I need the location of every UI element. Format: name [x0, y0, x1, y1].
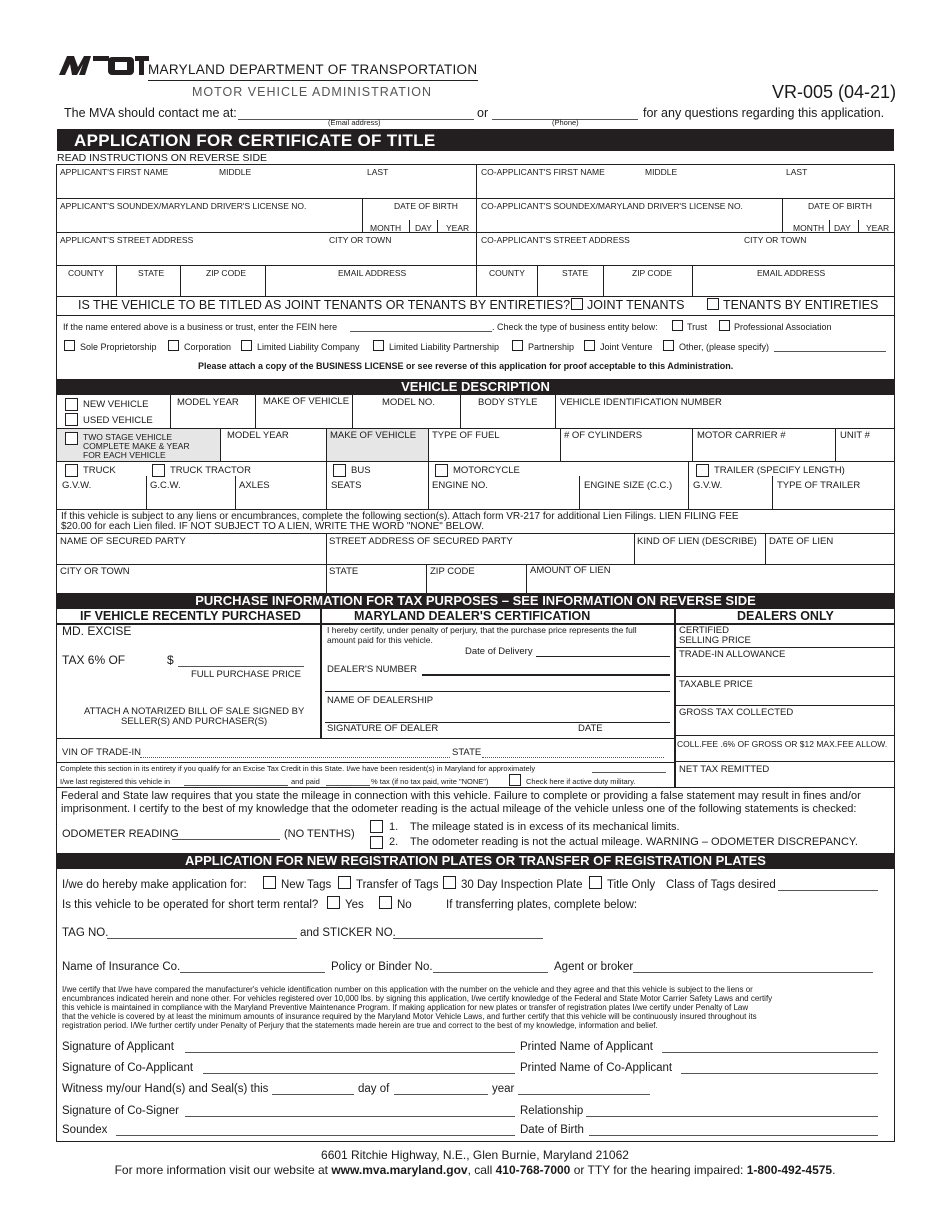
seats-label[interactable]: SEATS	[331, 480, 362, 491]
co-applicant-middle[interactable]: MIDDLE	[645, 167, 678, 177]
lien-state-label[interactable]: STATE	[329, 566, 359, 577]
professional-association-label: Professional Association	[734, 322, 832, 332]
net-tax-label[interactable]: NET TAX REMITTED	[679, 764, 770, 775]
applicant-license[interactable]: APPLICANT'S SOUNDEX/MARYLAND DRIVER'S LICENSE NO.	[60, 201, 307, 211]
engine-no-label[interactable]: ENGINE NO.	[432, 480, 488, 491]
other-label: Other, (please specify)	[679, 342, 770, 352]
two-stage-label-2: COMPLETE MAKE & YEAR	[83, 441, 190, 451]
col1-head: IF VEHICLE RECENTLY PURCHASED	[80, 609, 301, 623]
short-term-yes-checkbox[interactable]	[327, 896, 340, 909]
registered-state-line[interactable]	[184, 785, 288, 786]
rule	[634, 533, 635, 564]
rule	[56, 787, 895, 788]
sig-cosigner-line[interactable]	[185, 1116, 515, 1117]
lien-kind-label[interactable]: KIND OF LIEN (DESCRIBE)	[637, 536, 757, 547]
witness-label: Witness my/our Hand(s) and Seal(s) this	[62, 1083, 269, 1095]
rule	[560, 428, 561, 461]
excise-credit-2b: and paid	[291, 777, 320, 786]
soundex-label: Soundex	[62, 1124, 108, 1136]
rule	[674, 705, 895, 706]
odometer-reading-line[interactable]	[172, 839, 280, 840]
applicant-zip[interactable]: ZIP CODE	[206, 268, 246, 278]
rule	[56, 265, 895, 266]
dealer-certify-2: amount paid for this vehicle.	[327, 635, 433, 645]
rule	[765, 533, 766, 564]
tenants-entireties-checkbox[interactable]	[707, 298, 719, 310]
llc-label: Limited Liability Company	[257, 342, 360, 352]
co-applicant-dob-year[interactable]: YEAR	[866, 223, 890, 233]
dealership-name-label: NAME OF DEALERSHIP	[327, 695, 434, 706]
sig-coapplicant-line[interactable]	[203, 1073, 515, 1074]
applicant-divider	[476, 164, 477, 296]
purchase-price-line[interactable]	[178, 666, 304, 667]
fein-line[interactable]	[350, 331, 492, 332]
footer-info-prefix: For more information visit our website at	[114, 1163, 328, 1177]
footer-period: .	[832, 1163, 836, 1177]
sig-coapplicant-label: Signature of Co-Applicant	[62, 1062, 194, 1074]
co-applicant-zip[interactable]: ZIP CODE	[632, 268, 672, 278]
lien-city-label[interactable]: CITY OR TOWN	[60, 566, 130, 577]
form-number: VR-005 (04-21)	[772, 82, 897, 102]
rule	[56, 198, 895, 199]
policy-label: Policy or Binder No.	[331, 961, 433, 973]
rule	[526, 564, 527, 593]
certification-1: I/we certify that I/we have compared the manufacturer's vehicle identification number on this application with the number on the vehicle and they agree and that this vehicle is subject to the liens or	[62, 985, 753, 994]
two-stage-checkbox[interactable]	[65, 432, 78, 445]
new-vehicle-checkbox[interactable]	[65, 398, 78, 411]
rule	[326, 533, 327, 593]
soundex-line[interactable]	[116, 1135, 515, 1136]
title-only-label: Title Only	[607, 879, 656, 891]
joint-tenants-checkbox[interactable]	[571, 298, 583, 310]
coll-fee-label[interactable]: COLL.FEE .6% OF GROSS OR $12 MAX.FEE ALLOW.	[677, 739, 888, 749]
relationship-label: Relationship	[520, 1105, 584, 1117]
sig-applicant-label: Signature of Applicant	[62, 1041, 174, 1053]
date-delivery-label: Date of Delivery	[465, 646, 533, 657]
witness-year-line[interactable]	[518, 1094, 650, 1095]
trade-state-line[interactable]	[482, 757, 664, 758]
col2-head: MARYLAND DEALER'S CERTIFICATION	[354, 609, 591, 623]
title-only-checkbox[interactable]	[589, 876, 602, 889]
relationship-line[interactable]	[586, 1116, 878, 1117]
vin-trade-line[interactable]	[140, 757, 450, 758]
odometer-option-1-num: 1.	[389, 821, 399, 833]
rule	[146, 476, 147, 509]
rule	[674, 676, 895, 677]
rule	[555, 395, 556, 428]
agency-name: MARYLAND DEPARTMENT OF TRANSPORTATION	[148, 62, 478, 77]
dealer-number-line[interactable]	[422, 674, 670, 676]
rule	[772, 476, 773, 509]
rule	[537, 265, 538, 296]
truck-checkbox[interactable]	[65, 464, 78, 477]
carrier-label[interactable]: MOTOR CARRIER #	[697, 430, 786, 441]
new-tags-checkbox[interactable]	[263, 876, 276, 889]
footer-phone[interactable]: 410-768-7000	[495, 1163, 571, 1177]
unit-label[interactable]: UNIT #	[840, 430, 870, 441]
title-text: APPLICATION FOR CERTIFICATE OF TITLE	[74, 131, 436, 150]
insurance-line[interactable]	[180, 972, 325, 973]
trust-checkbox[interactable]	[672, 320, 683, 331]
dealership-top-line	[325, 691, 670, 692]
odometer-law-1: Federal and State law requires that you state the mileage in connection with this vehicle. Failure to complete or providing a false statement may result in fines and/or	[61, 790, 861, 802]
co-applicant-dob: DATE OF BIRTH	[808, 201, 872, 211]
two-stage-label-3: FOR EACH VEHICLE	[83, 450, 166, 460]
dealer-certify-1: I hereby certify, under penalty of perjury, that the purchase price represents the full	[327, 625, 637, 635]
sticker-no-label: and STICKER NO.	[300, 927, 396, 939]
certification-4: that the vehicle is covered by at least the minimum amounts of insurance required by the Maryland Motor Vehicle Laws, and further certify that this vehicle will be continuously insured throughout its	[62, 1012, 757, 1021]
motorcycle-label: MOTORCYCLE	[453, 465, 520, 476]
gcw-label[interactable]: G.C.W.	[150, 480, 181, 491]
sig-applicant-line[interactable]	[185, 1052, 515, 1053]
odometer-option-1: The mileage stated is in excess of its mechanical limits.	[410, 821, 680, 833]
attach-bill-1: ATTACH A NOTARIZED BILL OF SALE SIGNED BY	[84, 706, 305, 717]
corporation-checkbox[interactable]	[168, 340, 179, 351]
purchase-band: PURCHASE INFORMATION FOR TAX PURPOSES – SEE INFORMATION ON REVERSE SIDE	[56, 593, 895, 609]
footer-website-link[interactable]: www.mva.maryland.gov	[331, 1163, 468, 1177]
footer-info	[0, 1163, 950, 1177]
rule	[428, 461, 429, 509]
rule	[460, 395, 461, 428]
lien-date-label[interactable]: DATE OF LIEN	[769, 536, 834, 547]
tax-6-of: TAX 6% OF	[62, 653, 126, 667]
cylinders-label[interactable]: # OF CYLINDERS	[564, 430, 643, 441]
registration-band: APPLICATION FOR NEW REGISTRATION PLATES OR TRANSFER OF REGISTRATION PLATES	[56, 853, 895, 869]
short-term-no-label: No	[397, 899, 412, 911]
motorcycle-checkbox[interactable]	[435, 464, 448, 477]
witness-month-line[interactable]	[394, 1094, 488, 1095]
co-applicant-street[interactable]: CO-APPLICANT'S STREET ADDRESS	[481, 235, 630, 245]
other-checkbox[interactable]	[663, 340, 674, 351]
year-label: year	[492, 1083, 515, 1095]
trailer-label: TRAILER (SPECIFY LENGTH)	[714, 465, 845, 476]
rule	[255, 395, 256, 428]
co-applicant-state[interactable]: STATE	[562, 268, 589, 278]
certified-price-1[interactable]: CERTIFIED	[679, 625, 729, 636]
md-excise: MD. EXCISE	[62, 624, 132, 638]
rule	[437, 220, 438, 232]
dob-line[interactable]	[589, 1135, 878, 1136]
llp-label: Limited Liability Partnership	[389, 342, 500, 352]
certification-2: encumbrances indicated herein and none other. For vehicles registered over 10,000 lbs. by signing this application, I/we certify knowledge of the Federal and State Motor Carrier Safety Laws and certify	[62, 994, 773, 1003]
rule	[362, 198, 363, 232]
rule	[56, 533, 895, 534]
trailer-checkbox[interactable]	[696, 464, 709, 477]
rule	[235, 476, 236, 509]
sole-proprietorship-checkbox[interactable]	[64, 340, 75, 351]
engine-size-label[interactable]: ENGINE SIZE (C.C.)	[584, 480, 673, 491]
rule	[409, 220, 410, 232]
class-tags-label: Class of Tags desired	[666, 879, 776, 891]
full-price-label: FULL PURCHASE PRICE	[191, 669, 301, 680]
sig-cosigner-label: Signature of Co-Signer	[62, 1105, 179, 1117]
co-applicant-license[interactable]: CO-APPLICANT'S SOUNDEX/MARYLAND DRIVER'S LICENSE NO.	[481, 201, 743, 211]
certification-3: this vehicle is maintained in compliance with the Maryland Preventive Maintenance Program. If making application for new plates or transfer of registration plates I/we certify under Penalty of Law	[62, 1003, 749, 1012]
footer-call: , call	[467, 1163, 493, 1177]
rule	[579, 476, 580, 509]
co-applicant-dob-day[interactable]: DAY	[834, 223, 851, 233]
applicant-first-name[interactable]: APPLICANT'S FIRST NAME	[60, 167, 169, 177]
new-tags-label: New Tags	[281, 879, 332, 891]
excise-credit-1: Complete this section in its entirety if you qualify for an Excise Tax Credit in this State. I/we have been resident(s) in Maryland for approximately	[60, 764, 536, 773]
model-year-label[interactable]: MODEL YEAR	[177, 397, 239, 408]
sticker-no-line[interactable]	[393, 938, 543, 939]
rule	[326, 428, 327, 461]
odometer-option-2: The odometer reading is not the actual mileage. WARNING – ODOMETER DISCREPANCY.	[410, 836, 858, 848]
odometer-option-2-num: 2.	[389, 836, 399, 848]
witness-day-line[interactable]	[272, 1094, 354, 1095]
used-vehicle-label: USED VEHICLE	[83, 415, 153, 426]
lien-notice-1: If this vehicle is subject to any liens or encumbrances, complete the following section(s). Attach form VR-217 for additional Lien Filings. LIEN FILING FEE	[61, 511, 739, 522]
llp-checkbox[interactable]	[373, 340, 384, 351]
inspection-plate-label: 30 Day Inspection Plate	[461, 879, 583, 891]
rule	[170, 395, 171, 428]
rule	[858, 220, 859, 232]
rule	[116, 265, 117, 296]
rule	[674, 647, 895, 648]
truck-label: TRUCK	[83, 465, 116, 476]
instructions: READ INSTRUCTIONS ON REVERSE SIDE	[57, 152, 268, 164]
rule	[426, 564, 427, 593]
llc-checkbox[interactable]	[241, 340, 252, 351]
rule	[835, 428, 836, 461]
sub-agency: MOTOR VEHICLE ADMINISTRATION	[192, 85, 433, 99]
apply-for-label: I/we do hereby make application for:	[62, 879, 247, 891]
trade-in-label[interactable]: TRADE-IN ALLOWANCE	[679, 649, 786, 660]
applicant-dob: DATE OF BIRTH	[394, 201, 458, 211]
lien-zip-label[interactable]: ZIP CODE	[430, 566, 475, 577]
contact-or: or	[477, 106, 489, 120]
dollar-sign: $	[167, 653, 174, 667]
body-style-label[interactable]: BODY STYLE	[478, 397, 538, 408]
business-check-type: . Check the type of business entity below:	[492, 322, 658, 332]
business-license-notice: Please attach a copy of the BUSINESS LICENSE or see reverse of this application for proof acceptable to this Administration.	[198, 361, 734, 371]
date-delivery-line[interactable]	[536, 656, 670, 657]
taxable-label[interactable]: TAXABLE PRICE	[679, 679, 753, 690]
gvw-2-label[interactable]: G.V.W.	[693, 480, 723, 491]
applicant-email[interactable]: EMAIL ADDRESS	[338, 268, 407, 278]
trailer-type-label[interactable]: TYPE OF TRAILER	[777, 480, 861, 491]
rule	[56, 564, 895, 565]
applicant-dob-day[interactable]: DAY	[415, 223, 432, 233]
fuel-label[interactable]: TYPE OF FUEL	[432, 430, 500, 441]
residency-line[interactable]	[592, 772, 666, 773]
rule	[320, 609, 322, 738]
model-no-label[interactable]: MODEL NO.	[382, 397, 435, 408]
other-specify-line[interactable]	[774, 351, 886, 352]
lien-notice-2: $20.00 for each Lien filed. IF NOT SUBJECT TO A LIEN, WRITE THE WORD "NONE" BELOW.	[61, 521, 484, 532]
fein-prefix: If the name entered above is a business or trust, enter the FEIN here	[63, 322, 338, 332]
new-vehicle-label: NEW VEHICLE	[83, 399, 149, 410]
co-applicant-email[interactable]: EMAIL ADDRESS	[757, 268, 826, 278]
two-stage-label-1: TWO STAGE VEHICLE	[83, 432, 173, 442]
rule	[782, 198, 783, 232]
attach-bill-2: SELLER(S) AND PURCHASER(S)	[121, 716, 268, 727]
excise-credit-2c: % tax (if no tax paid, write "NONE")	[371, 777, 489, 786]
model-year-2-label[interactable]: MODEL YEAR	[227, 430, 289, 441]
vehicle-band: VEHICLE DESCRIPTION	[56, 379, 895, 395]
bus-checkbox[interactable]	[333, 464, 346, 477]
applicant-dob-month[interactable]: MONTH	[370, 223, 402, 233]
rule	[180, 265, 181, 296]
rule	[56, 315, 895, 316]
header-rule	[148, 80, 478, 81]
rule	[56, 762, 674, 763]
vin-trade-label: VIN OF TRADE-IN	[62, 747, 141, 758]
active-duty-checkbox[interactable]	[509, 774, 521, 786]
gross-tax-label[interactable]: GROSS TAX COLLECTED	[679, 707, 794, 718]
used-vehicle-checkbox[interactable]	[65, 413, 78, 426]
email-caption: (Email address)	[328, 118, 381, 127]
joint-venture-checkbox[interactable]	[584, 340, 595, 351]
applicant-city[interactable]: CITY OR TOWN	[329, 235, 392, 245]
rule	[674, 761, 895, 762]
rule	[326, 461, 327, 509]
rule	[692, 428, 693, 461]
make-2-label[interactable]: MAKE OF VEHICLE	[330, 430, 417, 441]
co-applicant-county[interactable]: COUNTY	[489, 268, 525, 278]
odometer-option-2-checkbox[interactable]	[370, 836, 383, 849]
tag-no-line[interactable]	[107, 938, 297, 939]
footer-address: 6601 Ritchie Highway, N.E., Glen Burnie, Maryland 21062	[321, 1148, 629, 1162]
trade-state-label: STATE	[452, 747, 482, 758]
certified-price-2[interactable]: SELLING PRICE	[679, 635, 751, 646]
dob-label: Date of Birth	[520, 1124, 584, 1136]
inspection-plate-checkbox[interactable]	[443, 876, 456, 889]
co-applicant-first-name[interactable]: CO-APPLICANT'S FIRST NAME	[481, 167, 605, 177]
partnership-label: Partnership	[528, 342, 575, 352]
tag-no-label: TAG NO.	[62, 927, 109, 939]
odometer-option-1-checkbox[interactable]	[370, 820, 383, 833]
transferring-label: If transferring plates, complete below:	[446, 899, 638, 911]
rule	[56, 296, 895, 297]
partnership-checkbox[interactable]	[512, 340, 523, 351]
joint-question: IS THE VEHICLE TO BE TITLED AS JOINT TENANTS OR TENANTS BY ENTIRETIES?	[78, 298, 571, 312]
rule	[428, 428, 429, 461]
vin-label[interactable]: VEHICLE IDENTIFICATION NUMBER	[560, 397, 722, 408]
rule	[692, 265, 693, 296]
rule	[603, 265, 604, 296]
signature-dealer-label: SIGNATURE OF DEALER	[327, 723, 439, 734]
corporation-label: Corporation	[184, 342, 232, 352]
printed-applicant-label: Printed Name of Applicant	[520, 1041, 653, 1053]
make-label[interactable]: MAKE OF VEHICLE	[263, 396, 350, 407]
truck-tractor-label: TRUCK TRACTOR	[170, 465, 251, 476]
sole-proprietorship-label: Sole Proprietorship	[80, 342, 157, 352]
tenants-entireties-label: TENANTS BY ENTIRETIES	[723, 298, 879, 312]
co-applicant-city[interactable]: CITY OR TOWN	[744, 235, 807, 245]
short-term-yes-label: Yes	[345, 899, 364, 911]
applicant-state[interactable]: STATE	[138, 268, 165, 278]
class-tags-line[interactable]	[778, 890, 878, 891]
odometer-reading-label: ODOMETER READING	[62, 828, 179, 840]
agent-line[interactable]	[633, 972, 873, 973]
lien-street-label[interactable]: STREET ADDRESS OF SECURED PARTY	[329, 536, 513, 547]
agent-label: Agent or broker	[554, 961, 634, 973]
contact-prefix: The MVA should contact me at:	[64, 106, 237, 120]
rule	[56, 461, 895, 462]
trust-label: Trust	[687, 322, 708, 332]
certification-5: registration period. I/We further certify under Penalty of Perjury that the statements made herein are true and correct to the best of my knowledge, information and belief.	[62, 1021, 658, 1030]
axles-label[interactable]: AXLES	[239, 480, 270, 491]
joint-venture-label: Joint Venture	[600, 342, 653, 352]
rule	[56, 738, 674, 739]
odometer-no-tenths: (NO TENTHS)	[284, 828, 355, 840]
bus-label: BUS	[351, 465, 371, 476]
phone-caption: (Phone)	[552, 118, 579, 127]
short-term-no-checkbox[interactable]	[379, 896, 392, 909]
printed-coapplicant-label: Printed Name of Co-Applicant	[520, 1062, 673, 1074]
excise-credit-2a: I/we last registered this vehicle in	[60, 777, 171, 786]
col3-head: DEALERS ONLY	[737, 609, 834, 623]
joint-tenants-label: JOINT TENANTS	[587, 298, 685, 312]
rule	[688, 461, 689, 509]
rule	[674, 735, 895, 736]
rule	[56, 509, 895, 510]
rule	[352, 395, 353, 428]
applicant-last[interactable]: LAST	[367, 167, 389, 177]
printed-coapplicant-line[interactable]	[681, 1073, 878, 1074]
excise-credit-2d: Check here if active duty military.	[526, 777, 636, 786]
odometer-law-2: imprisonment. I certify to the best of my knowledge that the odometer reading is the actual mileage of the vehicle unless one of the following statements is checked:	[61, 803, 857, 815]
transfer-tags-label: Transfer of Tags	[356, 879, 439, 891]
rule	[220, 428, 221, 461]
secured-party-label[interactable]: NAME OF SECURED PARTY	[60, 536, 186, 547]
transfer-tags-checkbox[interactable]	[338, 876, 351, 889]
contact-suffix: for any questions regarding this application.	[643, 106, 885, 120]
rule	[56, 232, 895, 233]
day-of-label: day of	[358, 1083, 390, 1095]
professional-association-checkbox[interactable]	[719, 320, 730, 331]
applicant-middle[interactable]: MIDDLE	[219, 167, 252, 177]
short-term-label: Is this vehicle to be operated for short term rental?	[62, 899, 319, 911]
truck-tractor-checkbox[interactable]	[152, 464, 165, 477]
applicant-dob-year[interactable]: YEAR	[446, 223, 470, 233]
insurance-label: Name of Insurance Co.	[62, 961, 181, 973]
applicant-county[interactable]: COUNTY	[68, 268, 104, 278]
gvw-label[interactable]: G.V.W.	[62, 480, 92, 491]
lien-amount-label[interactable]: AMOUNT OF LIEN	[530, 565, 611, 576]
footer-tty-phone[interactable]: 1-800-492-4575	[746, 1163, 833, 1177]
co-applicant-dob-month[interactable]: MONTH	[793, 223, 825, 233]
printed-applicant-line[interactable]	[662, 1052, 878, 1053]
tax-paid-line[interactable]	[326, 785, 370, 786]
rule	[829, 220, 830, 232]
co-applicant-last[interactable]: LAST	[786, 167, 808, 177]
dealer-date-label: DATE	[578, 723, 603, 734]
rule	[265, 265, 266, 296]
footer-tty: or TTY for the hearing impaired:	[573, 1163, 744, 1177]
applicant-street[interactable]: APPLICANT'S STREET ADDRESS	[60, 235, 194, 245]
dealer-number-label: DEALER'S NUMBER	[327, 664, 417, 675]
mdot-logo	[57, 53, 149, 77]
policy-line[interactable]	[433, 972, 548, 973]
